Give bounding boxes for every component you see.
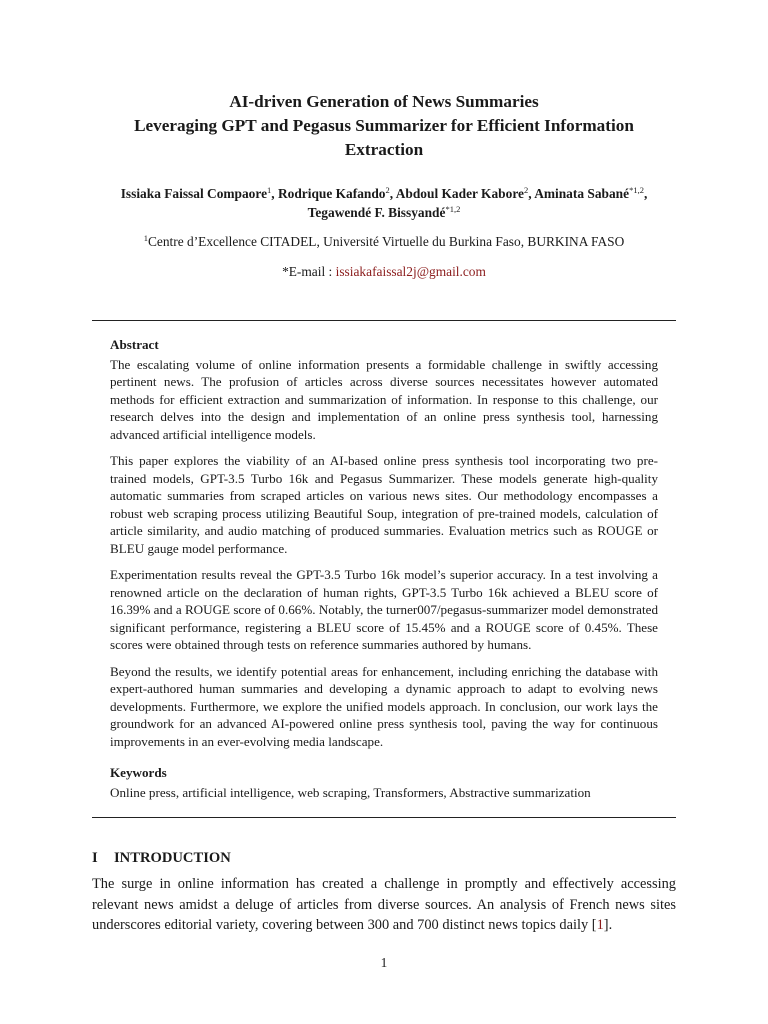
author-affiliation-mark: *1,2 (629, 185, 644, 195)
author-separator: , (271, 186, 278, 201)
abstract-bottom-rule (92, 817, 676, 818)
keywords-text: Online press, artificial intelligence, web scraping, Transformers, Abstractive summarization (110, 784, 591, 800)
author-line-1 (60, 184, 708, 203)
author-separator: , (643, 186, 648, 201)
abstract-top-rule (92, 320, 676, 321)
author-separator: , (528, 186, 535, 201)
abstract-paragraph-3: Experimentation results reveal the GPT-3.5 Turbo 16k model’s superior accuracy. In a test involving a renowned article on the declaration of human rights, GPT-3.5 Turbo 16k achieved a BLEU score of 16.39% and a ROUGE score of 0.66%. Notably, the turner007/pegasus-summarizer model demonstrated significant performance, registering a BLEU score of 15.45% and a ROUGE score of 0.45%. These scores were obtained through tests on reference summaries authored by humans. (110, 567, 658, 652)
email-link[interactable]: issiakafaissal2j@gmail.com (335, 264, 486, 279)
contact-email (60, 262, 708, 281)
section-number: I (92, 850, 98, 866)
author-name: Issiaka Faissal Compaore (120, 186, 268, 201)
author-line-2 (60, 203, 708, 222)
affiliation (60, 232, 708, 251)
author-list (60, 184, 708, 222)
intro-text: The surge in online information has created a challenge in promptly and effectively accessing relevant news amidst a deluge of articles from diverse sources. An analysis of French news sites underscores editorial variety, covering between 300 and 700 distinct news topics daily [ (92, 876, 676, 933)
abstract-block (110, 336, 658, 801)
section-title: INTRODUCTION (114, 850, 231, 866)
affiliation-mark: 1 (143, 233, 148, 243)
author-affiliation-mark: 2 (523, 185, 529, 195)
abstract-heading: Abstract (110, 337, 159, 352)
author-name: Aminata Sabané (534, 186, 630, 201)
citation-link[interactable]: 1 (596, 917, 604, 933)
section-heading-introduction (92, 848, 676, 868)
author-name: Abdoul Kader Kabore (395, 186, 524, 201)
author-affiliation-mark: *1,2 (445, 204, 461, 214)
affiliation-text: Centre d’Excellence CITADEL, Université Virtuelle du Burkina Faso, BURKINA FASO (147, 234, 625, 249)
introduction-paragraph (92, 874, 676, 936)
title-line-3: Extraction (344, 140, 424, 159)
intro-text-end: ]. (603, 917, 613, 933)
page-number: 1 (380, 955, 388, 970)
author-name: Tegawendé F. Bissyandé (307, 205, 446, 220)
abstract-paragraph-2: This paper explores the viability of an AI-based online press synthesis tool incorporating two pre-trained models, GPT-3.5 Turbo 16k and Pegasus Summarizer. These models generate high-quality automatic summaries from scraped articles on various news sites. Our methodology encompasses a robust web scraping process utilizing Beautiful Soup, integration of pre-trained models, calculation of article similarity, and audio matching of produced summaries. Evaluation metrics such as ROUGE or BLEU gauge model performance. (110, 453, 658, 556)
author-name: Rodrique Kafando (277, 186, 386, 201)
abstract-paragraph-1: The escalating volume of online information presents a formidable challenge in swiftly accessing pertinent news. The profusion of articles across diverse sources necessitates however automated methods for efficient extraction and summarization of information. In response to this challenge, our research delves into the design and implementation of an online press synthesis tool, harnessing advanced artificial intelligence models. (110, 356, 658, 442)
keywords-heading: Keywords (110, 765, 167, 780)
paper-title (60, 90, 708, 162)
abstract-paragraph-4: Beyond the results, we identify potential areas for enhancement, including enriching the database with expert-authored human summaries and developing a dynamic approach to adapt to evolving news developments. Furthermore, we explore the unified models approach. In conclusion, our work lays the groundwork for an advanced AI-powered online press synthesis tool, paving the way for continuous improvements in an ever-evolving media landscape. (110, 663, 658, 749)
title-line-2: Leveraging GPT and Pegasus Summarizer for Efficient Information (134, 116, 634, 135)
email-label: *E-mail : (282, 264, 336, 279)
author-separator: , (389, 186, 396, 201)
author-affiliation-mark: 2 (385, 185, 390, 195)
title-line-1: AI-driven Generation of News Summaries (229, 92, 539, 111)
author-affiliation-mark: 1 (267, 185, 272, 195)
